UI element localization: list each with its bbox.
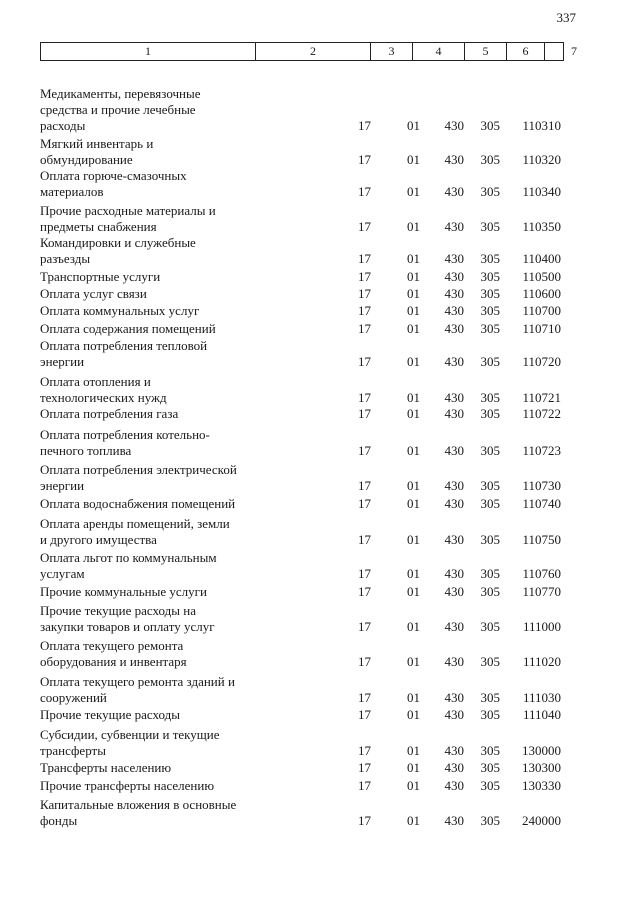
cell-c5: 430 [444, 321, 464, 336]
cell-c4: 01 [407, 184, 420, 199]
cell-c4: 01 [407, 219, 420, 234]
cell-c6: 305 [480, 406, 500, 421]
cell-c7: 111030 [522, 690, 561, 705]
cell-c6: 305 [480, 707, 500, 722]
cell-c5: 430 [444, 707, 464, 722]
row-name-line: Мягкий инвентарь и [40, 136, 154, 151]
row-name [40, 462, 270, 494]
row-name-line: Оплата услуг связи [40, 286, 147, 301]
cell-c4: 01 [407, 532, 420, 547]
row-name [40, 86, 270, 134]
cell-c5: 430 [444, 654, 464, 669]
cell-c5: 430 [444, 496, 464, 511]
row-name-line: Прочие текущие расходы [40, 707, 180, 722]
cell-c5: 430 [444, 251, 464, 266]
column-header-5: 5 [464, 43, 506, 60]
cell-c6: 305 [480, 286, 500, 301]
cell-c6: 305 [480, 390, 500, 405]
cell-c4: 01 [407, 286, 420, 301]
cell-c4: 01 [407, 152, 420, 167]
cell-c6: 305 [480, 619, 500, 634]
cell-c7: 111040 [522, 707, 561, 722]
cell-c6: 305 [480, 118, 500, 133]
cell-c4: 01 [407, 760, 420, 775]
row-name-line: оборудования и инвентаря [40, 654, 187, 669]
cell-c4: 01 [407, 707, 420, 722]
cell-c7: 110720 [522, 354, 561, 369]
row-name-line: обмундирование [40, 152, 133, 167]
cell-c4: 01 [407, 619, 420, 634]
cell-c7: 110500 [522, 269, 561, 284]
cell-c7: 110721 [522, 390, 561, 405]
cell-c7: 110700 [522, 303, 561, 318]
row-name-line: Оплата текущего ремонта [40, 638, 184, 653]
cell-c6: 305 [480, 760, 500, 775]
row-name [40, 286, 270, 302]
row-name [40, 269, 270, 285]
cell-c6: 305 [480, 152, 500, 167]
row-name-line: Прочие текущие расходы на [40, 603, 196, 618]
cell-c6: 305 [480, 532, 500, 547]
cell-c6: 305 [480, 496, 500, 511]
row-name [40, 203, 270, 235]
row-name-line: Оплата водоснабжения помещений [40, 496, 236, 511]
row-name-line: фонды [40, 813, 78, 828]
row-name [40, 374, 270, 406]
cell-c7: 240000 [522, 813, 561, 828]
row-name-line: Субсидии, субвенции и текущие [40, 727, 220, 742]
cell-c5: 430 [444, 390, 464, 405]
column-header-2: 2 [255, 43, 370, 60]
cell-c3: 17 [358, 354, 371, 369]
row-name-line: трансферты [40, 743, 106, 758]
row-name-line: Транспортные услуги [40, 269, 161, 284]
cell-c3: 17 [358, 251, 371, 266]
cell-c5: 430 [444, 584, 464, 599]
cell-c5: 430 [444, 743, 464, 758]
cell-c5: 430 [444, 118, 464, 133]
row-name [40, 603, 270, 635]
row-name-line: Оплата коммунальных услуг [40, 303, 200, 318]
row-name-line: Прочие трансферты населению [40, 778, 215, 793]
row-name-line: Оплата текущего ремонта зданий и [40, 674, 235, 689]
row-name-line: услугам [40, 566, 85, 581]
cell-c5: 430 [444, 478, 464, 493]
row-name-line: печного топлива [40, 443, 132, 458]
cell-c4: 01 [407, 269, 420, 284]
cell-c3: 17 [358, 269, 371, 284]
row-name [40, 638, 270, 670]
cell-c7: 110710 [522, 321, 561, 336]
row-name-line: разъезды [40, 251, 91, 266]
cell-c4: 01 [407, 496, 420, 511]
cell-c6: 305 [480, 743, 500, 758]
cell-c5: 430 [444, 443, 464, 458]
column-header-7: 7 [544, 43, 603, 60]
cell-c4: 01 [407, 566, 420, 581]
cell-c7: 130330 [522, 778, 561, 793]
column-header-6: 6 [506, 43, 544, 60]
cell-c6: 305 [480, 778, 500, 793]
cell-c4: 01 [407, 478, 420, 493]
cell-c4: 01 [407, 321, 420, 336]
cell-c3: 17 [358, 303, 371, 318]
cell-c3: 17 [358, 118, 371, 133]
cell-c5: 430 [444, 778, 464, 793]
cell-c7: 110760 [522, 566, 561, 581]
column-header-1: 1 [145, 44, 151, 58]
cell-c6: 305 [480, 321, 500, 336]
row-name-line: материалов [40, 184, 104, 199]
row-name-line: энергии [40, 354, 85, 369]
row-name-line: Оплата потребления котельно- [40, 427, 210, 442]
row-name-line: расходы [40, 118, 86, 133]
cell-c4: 01 [407, 443, 420, 458]
cell-c4: 01 [407, 654, 420, 669]
cell-c7: 130000 [522, 743, 561, 758]
cell-c6: 305 [480, 813, 500, 828]
cell-c4: 01 [407, 390, 420, 405]
row-name [40, 550, 270, 582]
cell-c6: 305 [480, 184, 500, 199]
cell-c3: 17 [358, 184, 371, 199]
cell-c7: 111000 [522, 619, 561, 634]
cell-c3: 17 [358, 478, 371, 493]
row-name-line: Оплата содержания помещений [40, 321, 216, 336]
cell-c3: 17 [358, 286, 371, 301]
column-header-4: 4 [412, 43, 464, 60]
cell-c3: 17 [358, 406, 371, 421]
cell-c3: 17 [358, 532, 371, 547]
cell-c3: 17 [358, 813, 371, 828]
row-name [40, 235, 270, 267]
cell-c6: 305 [480, 269, 500, 284]
row-name-line: Трансферты населению [40, 760, 172, 775]
row-name-line: сооружений [40, 690, 107, 705]
cell-c4: 01 [407, 354, 420, 369]
row-name-line: Оплата отопления и [40, 374, 151, 389]
cell-c6: 305 [480, 443, 500, 458]
cell-c5: 430 [444, 269, 464, 284]
page-number: 337 [556, 10, 576, 25]
row-name-line: Медикаменты, перевязочные [40, 86, 201, 101]
cell-c3: 17 [358, 152, 371, 167]
row-name-line: средства и прочие лечебные [40, 102, 196, 117]
cell-c4: 01 [407, 778, 420, 793]
cell-c4: 01 [407, 118, 420, 133]
cell-c3: 17 [358, 584, 371, 599]
row-name-line: Командировки и служебные [40, 235, 196, 250]
cell-c6: 305 [480, 566, 500, 581]
cell-c3: 17 [358, 654, 371, 669]
cell-c4: 01 [407, 813, 420, 828]
column-header-3: 3 [370, 43, 412, 60]
cell-c4: 01 [407, 584, 420, 599]
cell-c3: 17 [358, 690, 371, 705]
cell-c7: 110722 [522, 406, 561, 421]
row-name-line: закупки товаров и оплату услуг [40, 619, 215, 634]
row-name [40, 406, 270, 422]
row-name [40, 778, 270, 794]
row-name [40, 338, 270, 370]
cell-c5: 430 [444, 219, 464, 234]
row-name [40, 516, 270, 548]
cell-c7: 110723 [522, 443, 561, 458]
cell-c7: 110750 [522, 532, 561, 547]
row-name-line: Капитальные вложения в основные [40, 797, 237, 812]
cell-c4: 01 [407, 690, 420, 705]
row-name-line: Прочие коммунальные услуги [40, 584, 207, 599]
cell-c4: 01 [407, 406, 420, 421]
row-name [40, 584, 270, 600]
row-name [40, 707, 270, 723]
row-name-line: Оплата горюче-смазочных [40, 168, 187, 183]
cell-c3: 17 [358, 496, 371, 511]
row-name-line: технологических нужд [40, 390, 167, 405]
cell-c3: 17 [358, 566, 371, 581]
cell-c7: 110770 [522, 584, 561, 599]
cell-c7: 110350 [522, 219, 561, 234]
cell-c5: 430 [444, 286, 464, 301]
cell-c3: 17 [358, 743, 371, 758]
cell-c5: 430 [444, 690, 464, 705]
cell-c5: 430 [444, 303, 464, 318]
row-name [40, 797, 270, 829]
row-name [40, 760, 270, 776]
cell-c6: 305 [480, 654, 500, 669]
row-name [40, 674, 270, 706]
cell-c5: 430 [444, 532, 464, 547]
row-name-line: Прочие расходные материалы и [40, 203, 216, 218]
cell-c7: 110400 [522, 251, 561, 266]
cell-c5: 430 [444, 152, 464, 167]
cell-c3: 17 [358, 321, 371, 336]
row-name [40, 136, 270, 168]
row-name-line: Оплата аренды помещений, земли [40, 516, 230, 531]
cell-c4: 01 [407, 251, 420, 266]
cell-c6: 305 [480, 219, 500, 234]
cell-c3: 17 [358, 760, 371, 775]
cell-c5: 430 [444, 406, 464, 421]
row-name [40, 303, 270, 319]
cell-c3: 17 [358, 219, 371, 234]
row-name [40, 727, 270, 759]
cell-c7: 110740 [522, 496, 561, 511]
cell-c6: 305 [480, 251, 500, 266]
cell-c7: 111020 [522, 654, 561, 669]
cell-c6: 305 [480, 303, 500, 318]
cell-c7: 110730 [522, 478, 561, 493]
cell-c5: 430 [444, 354, 464, 369]
cell-c5: 430 [444, 184, 464, 199]
row-name-line: и другого имущества [40, 532, 157, 547]
cell-c5: 430 [444, 813, 464, 828]
cell-c7: 130300 [522, 760, 561, 775]
cell-c4: 01 [407, 743, 420, 758]
cell-c3: 17 [358, 619, 371, 634]
cell-c3: 17 [358, 707, 371, 722]
cell-c6: 305 [480, 584, 500, 599]
cell-c6: 305 [480, 478, 500, 493]
cell-c5: 430 [444, 619, 464, 634]
row-name [40, 496, 270, 512]
row-name-line: Оплата потребления газа [40, 406, 179, 421]
row-name-line: Оплата потребления электрической [40, 462, 237, 477]
row-name-line: Оплата льгот по коммунальным [40, 550, 217, 565]
cell-c3: 17 [358, 778, 371, 793]
row-name-line: Оплата потребления тепловой [40, 338, 208, 353]
row-name [40, 427, 270, 459]
cell-c5: 430 [444, 760, 464, 775]
cell-c6: 305 [480, 354, 500, 369]
row-name [40, 321, 270, 337]
cell-c7: 110340 [522, 184, 561, 199]
row-name [40, 168, 270, 200]
cell-c7: 110600 [522, 286, 561, 301]
cell-c5: 430 [444, 566, 464, 581]
cell-c3: 17 [358, 443, 371, 458]
cell-c6: 305 [480, 690, 500, 705]
row-name-line: энергии [40, 478, 85, 493]
cell-c7: 110310 [522, 118, 561, 133]
cell-c4: 01 [407, 303, 420, 318]
row-name-line: предметы снабжения [40, 219, 157, 234]
cell-c3: 17 [358, 390, 371, 405]
cell-c7: 110320 [522, 152, 561, 167]
